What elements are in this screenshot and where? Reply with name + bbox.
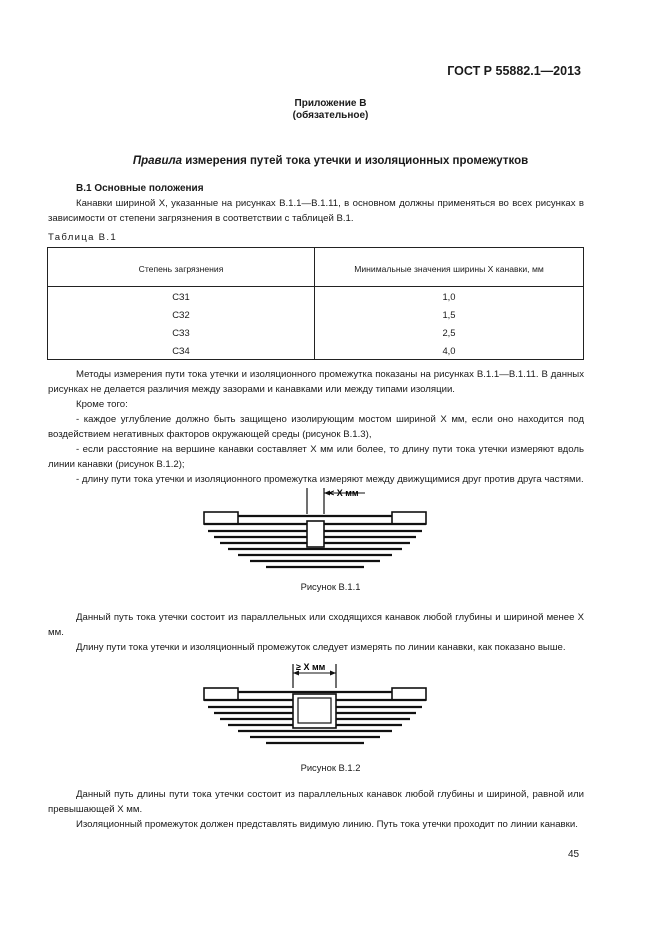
annex-subtitle: (обязательное): [292, 110, 369, 121]
after-fig2-paragraph: Изоляционный промежуток должен представлять видимую линию. Путь тока утечки проходит по линии канавки.: [76, 819, 578, 830]
table-cell: СЗ4: [48, 341, 315, 360]
methods-paragraph: Методы измерения пути тока утечки и изоляционного промежутка показаны на рисунках В.1.1—В.1.11. В данных рисунках не делается различия между зазорами и канавками или между типами изоляции.: [48, 369, 584, 395]
table-cell: 4,0: [315, 341, 584, 360]
page-number: 45: [568, 849, 580, 860]
table-cell: 1,0: [315, 287, 584, 306]
after-fig2-paragraph: Данный путь длины пути тока утечки состоит из параллельных канавок любой глубины и шириной, равной или превышающей X мм.: [48, 789, 584, 815]
after-fig1-paragraph: Длину пути тока утечки и изоляционный промежуток следует измерять по линии канавки, как показано выше.: [76, 642, 566, 653]
annex-title: Приложение В: [294, 98, 367, 109]
figure-b12-drawing: [190, 658, 440, 758]
methods-paragraph: - длину пути тока утечки и изоляционного промежутка измеряют между движущимися друг против друга частями.: [76, 474, 584, 485]
table-row: [48, 323, 584, 341]
figure-b12-dim-label: ≥ X мм: [296, 662, 326, 672]
table-header-row: [48, 248, 584, 287]
table-row: [48, 305, 584, 323]
table-caption: Таблица В.1: [48, 232, 117, 243]
table-cell: 1,5: [315, 305, 584, 323]
table-row: [48, 287, 584, 306]
after-figure2-block: [48, 787, 584, 832]
after-fig1-paragraph: Данный путь тока утечки состоит из параллельных или сходящихся канавок любой глубины и шириной менее X мм.: [48, 612, 584, 638]
figure-b12-caption: Рисунок В.1.2: [300, 762, 361, 773]
annex-heading: [0, 155, 661, 167]
table-header-cell: Минимальные значения ширины X канавки, мм: [315, 248, 584, 287]
heading-italic: Правила: [132, 155, 183, 167]
heading-rest: измерения путей тока утечки и изоляционных промежутков: [182, 155, 529, 167]
standard-designation: ГОСТ Р 55882.1—2013: [447, 64, 581, 78]
intro-paragraph: Канавки шириной X, указанные на рисунках В.1.1—В.1.11, в основном должны применяться во всех рисунках в зависимости от степени загрязнения в соответствии с таблицей В.1.: [48, 198, 584, 224]
table-header-cell: Степень загрязнения: [48, 248, 315, 287]
figure-b11-drawing: [190, 482, 440, 578]
table-cell: СЗ3: [48, 323, 315, 341]
methods-paragraph: - если расстояние на вершине канавки составляет X мм или более, то длину пути тока утечки измеряют вдоль линии канавки (рисунок В.1.2);: [48, 444, 584, 470]
intro-paragraph-block: [48, 196, 584, 226]
figure-b11-caption: Рисунок В.1.1: [300, 581, 361, 592]
methods-paragraph: Кроме того:: [76, 399, 128, 410]
table-cell: 2,5: [315, 323, 584, 341]
after-figure1-block: [48, 610, 584, 655]
table-cell: СЗ1: [48, 287, 315, 306]
figure-b11-dim-label: < X мм: [329, 488, 359, 498]
table-cell: СЗ2: [48, 305, 315, 323]
table-row: [48, 341, 584, 360]
pollution-table: [47, 247, 584, 360]
section-heading: В.1 Основные положения: [76, 183, 204, 194]
methods-block: [48, 367, 584, 487]
methods-paragraph: - каждое углубление должно быть защищено изолирующим мостом шириной X мм, если оно находится под воздействием негативных факторов окружающей среды (рисунок В.1.3),: [48, 414, 584, 440]
